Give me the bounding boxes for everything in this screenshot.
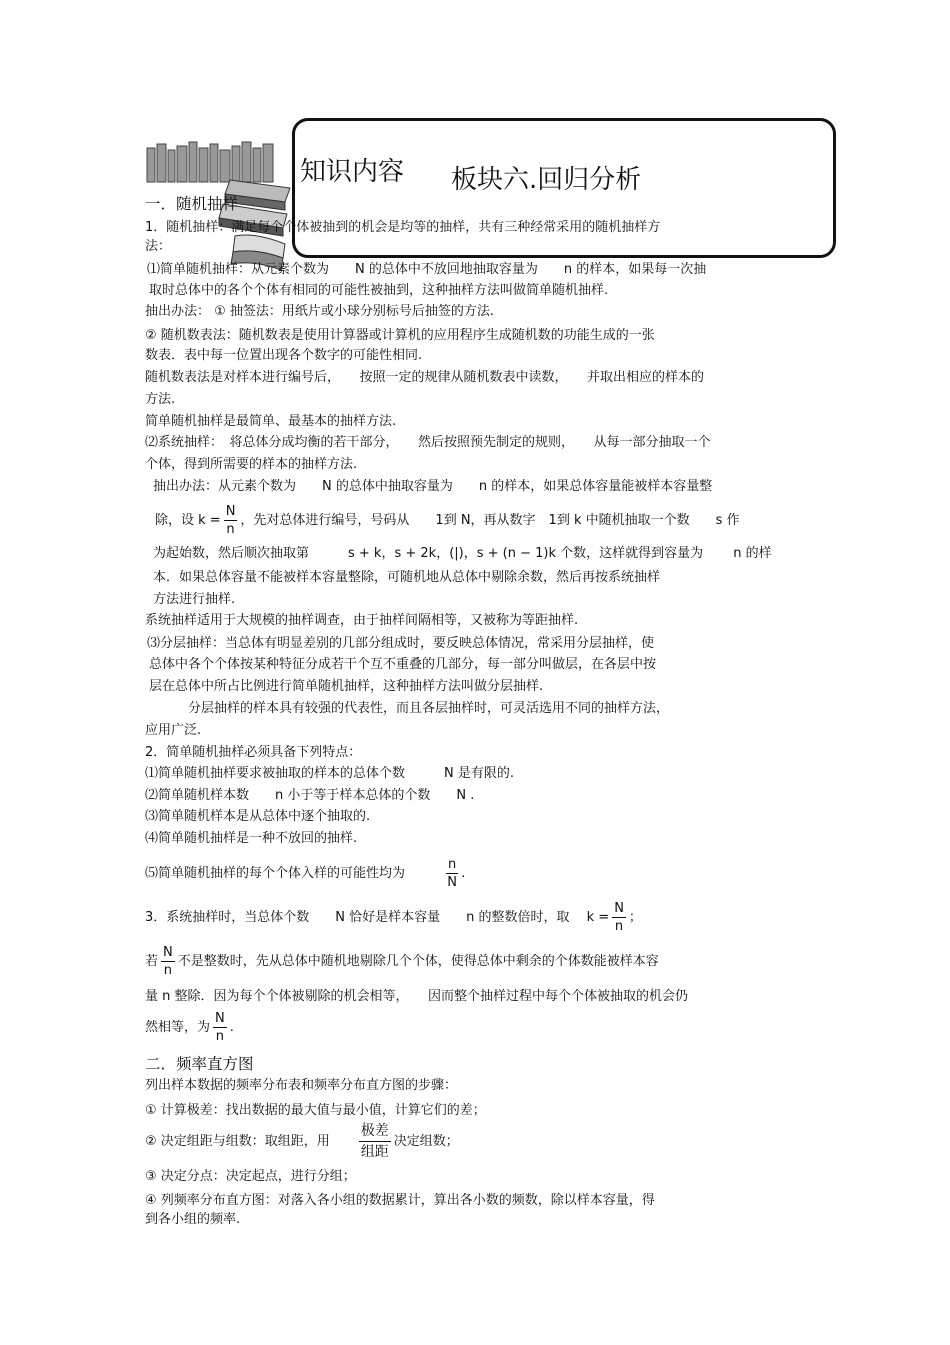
text-line: 列出样本数据的频率分布表和频率分布直方图的步骤： xyxy=(145,1078,458,1093)
text-line: ⑵简单随机样本数 n 小于等于样本总体的个数 N . xyxy=(145,788,475,803)
text-line: 抽出办法：从元素个数为 N 的总体中抽取容量为 n 的样本，如果总体容量能被样本容量整 xyxy=(153,479,713,494)
text-line: 层在总体中所占比例进行简单随机抽样，这种抽样方法叫做分层抽样. xyxy=(149,679,544,694)
text-line: 方法. xyxy=(145,392,176,407)
text-line: 方法进行抽样. xyxy=(153,592,236,607)
text-line: 应用广泛. xyxy=(145,723,202,738)
text-line: 分层抽样的样本具有较强的代表性，而且各层抽样时，可灵活选用不同的抽样方法， xyxy=(188,701,670,716)
text-line: ⑶简单随机样本是从总体中逐个抽取的. xyxy=(145,809,371,824)
fraction-N-over-n: $\frac{N}{n}$ xyxy=(614,900,624,934)
text-line: 个体，得到所需要的样本的抽样方法. xyxy=(145,457,358,472)
text-line: ② 随机数表法：随机数表是使用计算器或计算机的应用程序生成随机数的功能生成的一张 xyxy=(145,328,655,343)
section-tag: 知识内容 xyxy=(300,157,405,187)
text-line: 法： xyxy=(145,239,172,254)
text-line: 简单随机抽样是最简单、最基本的抽样方法. xyxy=(145,414,397,429)
section-heading-histogram: 二．频率直方图 xyxy=(145,1055,254,1073)
text-line-with-fraction: 3．系统抽样时，当总体个数 N 恰好是样本容量 n 的整数倍时，取 k = $\frac{N}{n}$ ； xyxy=(145,900,642,934)
text-line-with-fraction: ② 决定组距与组数：取组距，用 $\frac{\text{极差}}{\text{组距}}$ 决定组数； xyxy=(145,1122,459,1160)
text-line: 2．简单随机抽样必须具备下列特点： xyxy=(145,745,362,760)
fraction-range-over-width: $\frac{\text{极差}}{\text{组距}}$ xyxy=(360,1122,389,1160)
text-line: 1．随机抽样：满足每个个体被抽到的机会是均等的抽样，共有三种经常采用的随机抽样方 xyxy=(145,220,661,235)
text-line: 本．如果总体容量不能被样本容量整除，可随机地从总体中剔除余数，然后再按系统抽样 xyxy=(153,570,661,585)
text-line: ⑵系统抽样： 将总体分成均衡的若干部分， 然后按照预先制定的规则， 从每一部分抽取一个 xyxy=(145,435,711,450)
text-line: 量 n 整除．因为每个个体被剔除的机会相等， 因而整个抽样过程中每个个体被抽取的机会仍 xyxy=(145,989,689,1004)
text-line: 抽出办法： ① 抽签法：用纸片或小球分别标号后抽签的方法. xyxy=(145,304,495,319)
text-line-with-fraction: 除，设 k = $\frac{N}{n}$ ，先对总体进行编号，号码从 1到 N，再从数字 1到 k 中随机抽取一个数 s 作 xyxy=(155,503,740,537)
text-line: ⑶分层抽样：当总体有明显差别的几部分组成时，要反映总体情况，常采用分层抽样，使 xyxy=(147,636,655,651)
text-line: ③ 决定分点：决定起点，进行分组； xyxy=(145,1169,356,1184)
section-heading-sampling: 一．随机抽样 xyxy=(145,195,239,213)
text-line-with-fraction: 若 $\frac{N}{n}$ 不是整数时，先从总体中随机地剔除几个个体，使得总体中剩余的个体数能被样本容 xyxy=(145,944,659,978)
text-line-with-fraction: ⑸简单随机抽样的每个个体入样的可能性均为 $\frac{n}{N}$ . xyxy=(145,856,466,890)
text-line: 为起始数，然后顺次抽取第 s + k，s + 2k，(|)，s + (n − 1)k 个数，这样就得到容量为 n 的样 xyxy=(153,546,772,561)
text-line: 随机数表法是对样本进行编号后， 按照一定的规律从随机数表中读数， 并取出相应的样本的 xyxy=(145,370,705,385)
text-line: ⑷简单随机抽样是一种不放回的抽样. xyxy=(145,831,358,846)
text-line-with-fraction: 然相等，为 $\frac{N}{n}$ . xyxy=(145,1010,234,1044)
text-line: 总体中各个个体按某种特征分成若干个互不重叠的几部分，每一部分叫做层，在各层中按 xyxy=(149,657,657,672)
text-line: ⑴简单随机抽样要求被抽取的样本的总体个数 N 是有限的. xyxy=(145,766,514,781)
text-line: 取时总体中的各个个体有相同的可能性被抽到，这种抽样方法叫做简单随机抽样. xyxy=(149,283,609,298)
text-line: ⑴简单随机抽样：从元素个数为 N 的总体中不放回地抽取容量为 n 的样本，如果每一次抽 xyxy=(147,262,707,277)
text-line: ① 计算极差：找出数据的最大值与最小值，计算它们的差； xyxy=(145,1103,486,1118)
fraction-N-over-n: $\frac{N}{n}$ xyxy=(225,503,236,537)
text-line: 系统抽样适用于大规模的抽样调查，由于抽样间隔相等，又被称为等距抽样. xyxy=(145,613,579,628)
page-title: 板块六.回归分析 xyxy=(451,165,642,195)
fraction-N-over-n: $\frac{N}{n}$ xyxy=(215,1010,225,1044)
text-line: 数表．表中每一位置出现各个数字的可能性相同. xyxy=(145,348,423,363)
fraction-N-over-n: $\frac{N}{n}$ xyxy=(163,944,173,978)
text-line: 到各小组的频率. xyxy=(145,1212,241,1227)
text-line: ④ 列频率分布直方图：对落入各小组的数据累计，算出各小数的频数，除以样本容量，得 xyxy=(145,1193,655,1208)
fraction-n-over-N: $\frac{n}{N}$ xyxy=(447,856,457,890)
